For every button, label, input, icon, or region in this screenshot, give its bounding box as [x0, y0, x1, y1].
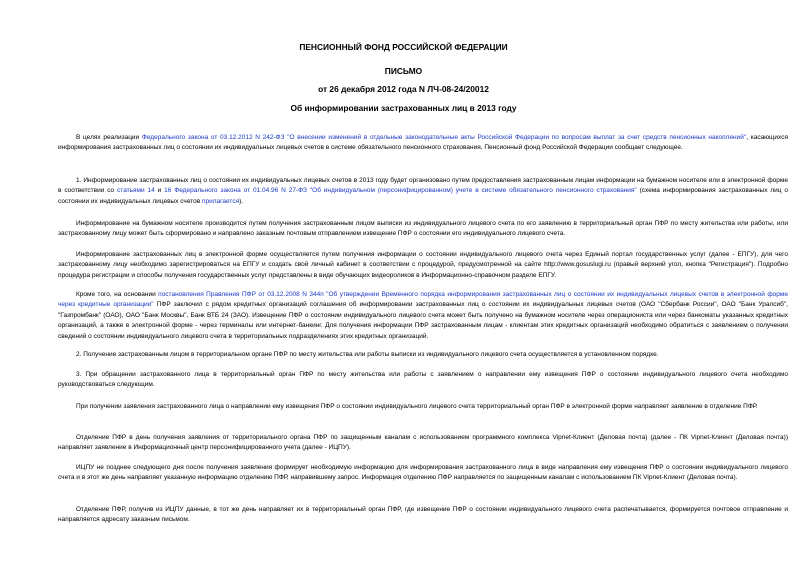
paragraph-2: 2. Получение застрахованным лицом в территориальном органе ПФР по месту жительства или работы выписки из индивидуального лицевого счета осуществляется в установленном порядке. — [76, 351, 659, 358]
paragraph-electronic: Информирование застрахованных лиц в электронной форме осуществляется путем получения информации о состоянии индивидуального лицевого счета через Единый портал государственных услуг (далее - ЕПГУ), для чего застрахованному лицу необходимо зарегистрироваться на ЕПГУ и создать свой личный кабинет в соответствии с процедурой, предусмотренной на сайте http://www.gosuslugi.ru (правый верхний угол, кнопка "Регистрация"). Подробно процедура регистрации и способы получения государственных услуг представлены в виде обучающих видеороликов в Информационно-справочном разделе ЕПГУ. — [58, 251, 788, 279]
text: (схема информирования застрахованных лиц о состоянии их индивидуальных лицевых счетов — [58, 187, 788, 205]
paragraph-icpu: ИЦПУ не позднее следующего дня после получения заявления формирует необходимую информацию для информирования застрахованного лица в виде направления ему извещения ПФР о состоянии индивидуального лицевого счета и в этот же день направляет указанную информацию отделению ПФР, направившему запрос. Информация отделению ПФР направляется по защищенным каналам с использованием ПК Vipnet-Клиент (Деловая почта). — [58, 464, 788, 482]
link-attachment[interactable]: прилагается — [202, 197, 240, 205]
text: Кроме того, на основании — [76, 291, 159, 298]
link-federal-law-27[interactable]: 16 Федерального закона от 01.04.96 N 27-ФЗ "Об индивидуальном (персонифицированном) учете в системе обязательного пенсионного страхования" — [164, 187, 637, 195]
document-type: ПИСЬМО — [384, 66, 423, 76]
paragraph-banks — [58, 290, 788, 342]
text: 1. Информирование застрахованных лиц о состоянии их индивидуальных лицевых счетов в 2013 году будет организовано путем предоставления застрахованным лицам информации на бумажном носителе или в электронной форме в соответствии со — [58, 177, 788, 195]
text: В целях реализации — [76, 134, 142, 141]
document-date-number: от 26 декабря 2012 года N ЛЧ-08-24/20012 — [318, 84, 489, 94]
paragraph-paper: Информирование на бумажном носителе производится путем получения застрахованным лицом выписки из индивидуального лицевого счета по его заявлению в территориальный орган ПФР по месту жительства или работы, или застрахованному лицу может быть сформировано и направлено заказным почтовым отправлением извещение ПФР о состоянии его индивидуального лицевого счета. — [58, 220, 788, 238]
paragraph-delivery: Отделение ПФР, получив из ИЦПУ данные, в тот же день направляет их в территориальный орган ПФР, где извещение ПФР о состоянии индивидуального лицевого счета распечатывается, формируется почтовое отправление и направляется адресату заказным письмом. — [58, 506, 788, 524]
paragraph-1 — [58, 176, 788, 207]
organization-title: ПЕНСИОННЫЙ ФОНД РОССИЙСКОЙ ФЕДЕРАЦИИ — [299, 42, 508, 52]
paragraph-vipnet: Отделение ПФР в день получения заявления от территориального органа ПФР по защищенным каналам с использованием программного комплекса Vipnet-Клиент (Деловая почта) (далее - ПК Vipnet-Клиент (Деловая почта)) направляет заявление в Информационный центр персонифицированного учета (далее - ИЦПУ). — [58, 434, 788, 452]
link-resolution-344p[interactable]: постановления Правления ПФР от 03.12.2008 N 344п "Об утверждении Временного порядка информирования застрахованных лиц о состоянии их индивидуальных лицевых счетов в электронной форме через кредитные организации" — [58, 291, 788, 309]
paragraph-3: 3. При обращении застрахованного лица в территориальный орган ПФР по месту жительства или работы с заявлением о направлении ему извещения ПФР о состоянии индивидуального лицевого счета необходимо руководствоваться следующим. — [58, 371, 788, 389]
text: ПФР заключил с рядом кредитных организаций соглашения об информировании застрахованных лиц о состоянии их индивидуальных лицевых счетов (ОАО "Сбербанк России", ОАО "Банк Уралсиб", "Газпромбанк" (ОАО), ОАО "Банк Москвы", Банк ВТБ 24 (ЗАО). Извещение ПФР о состоянии индивидуального лицевого счета может быть получено на бумажном носителе через операциониста или через банкоматы указанных кредитных организаций, а также в электронной форме - через терминалы или интернет-банкинг. Для получения информации ПФР застрахованным лицам - клиентам этих кредитных организаций необходимо обратиться с заявлением о получении сведений о состоянии индивидуального лицевого счета в территориальных подразделениях этих кредитных организаций. — [58, 301, 788, 340]
text: , касающихся информирования застрахованных лиц о состоянии их индивидуальных лицевых счетов в системе обязательного пенсионного страхования, Пенсионный фонд Российской Федерации сообщает следующее. — [58, 134, 788, 152]
paragraph-intro — [58, 133, 788, 154]
text: ). — [239, 197, 244, 205]
link-federal-law-242[interactable]: Федерального закона от 03.12.2012 N 242-ФЗ "О внесении изменений в отдельные законодательные акты Российской Федерации по вопросам выплат за счет средств пенсионных накоплений" — [141, 134, 747, 141]
paragraph-request: При получении заявления застрахованного лица о направлении ему извещения ПФР о состоянии индивидуального лицевого счета территориальный орган ПФР в электронной форме направляет заявление в отделение ПФР. — [76, 403, 758, 410]
link-article-14[interactable]: статьями 14 — [117, 187, 155, 195]
text: и — [154, 187, 165, 195]
document-subject: Об информировании застрахованных лиц в 2013 году — [290, 103, 517, 113]
